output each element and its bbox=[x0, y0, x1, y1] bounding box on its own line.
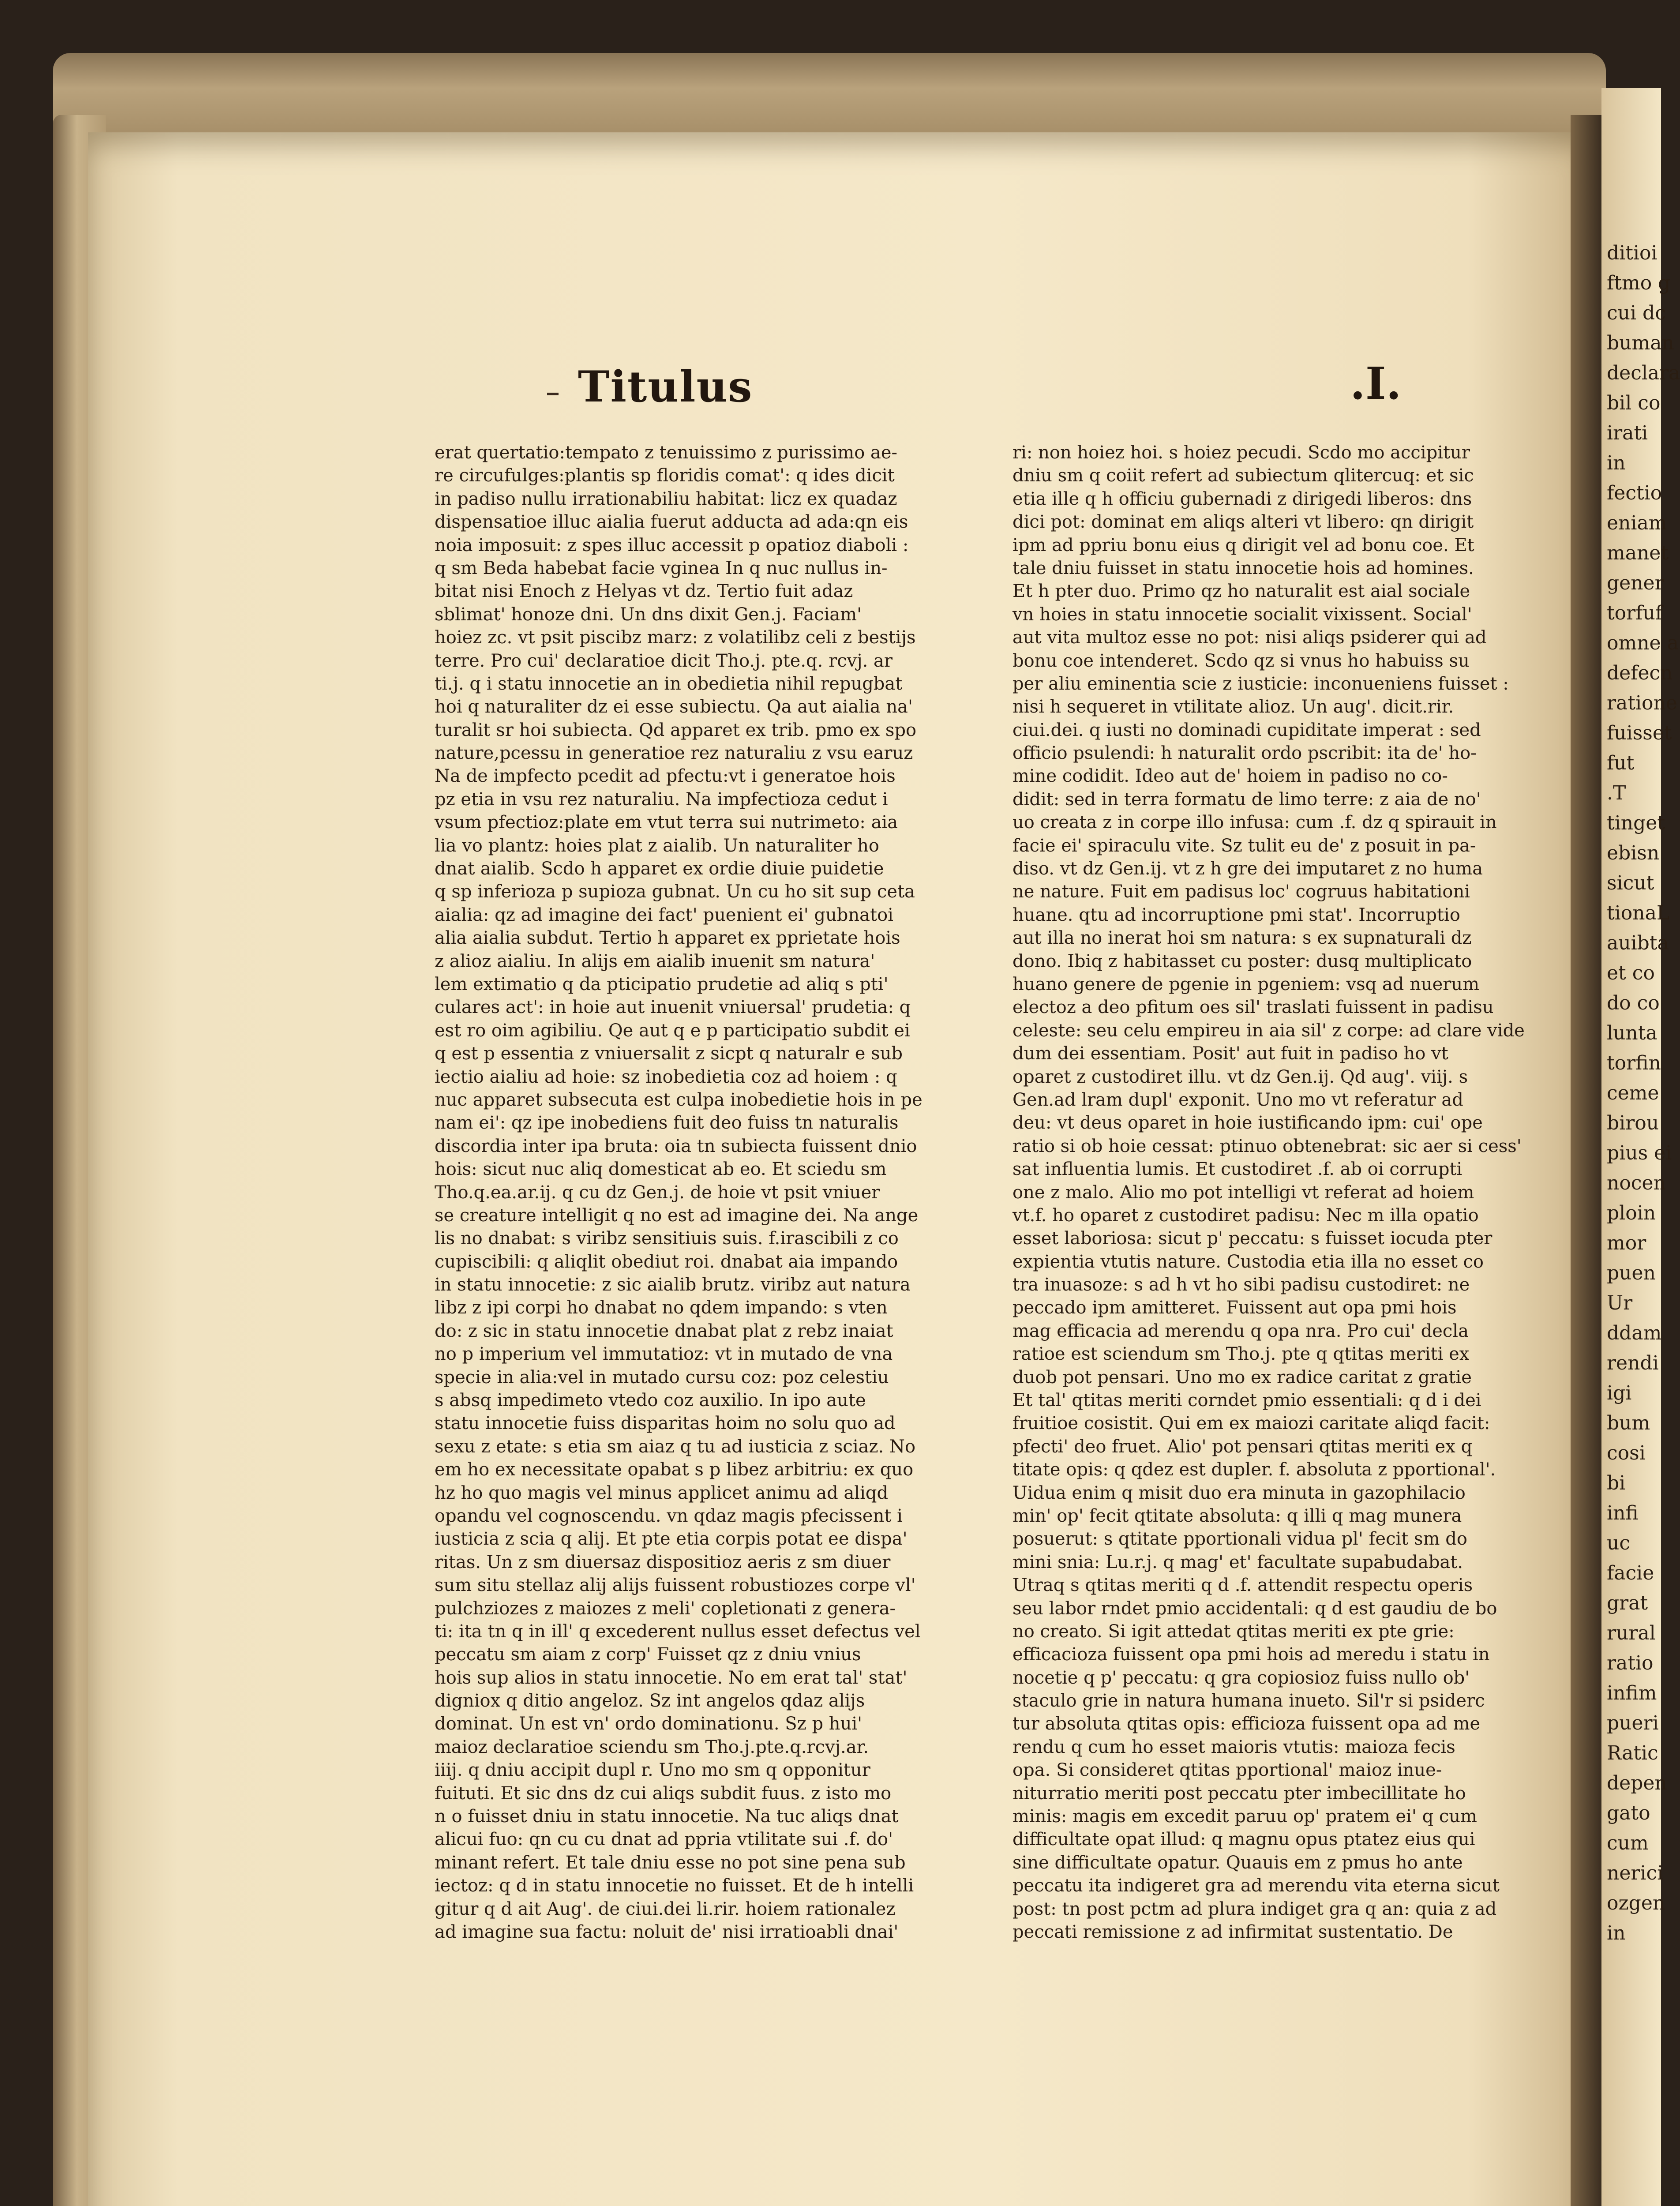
text-line: mag efficacia ad merendu q opa nra. Pro cui' decla bbox=[1012, 1321, 1469, 1341]
text-line: bitat nisi Enoch z Helyas vt dz. Tertio fuit adaz bbox=[435, 581, 853, 602]
fragment-line: infi bbox=[1607, 1502, 1639, 1524]
text-line: opandu vel cognoscendu. vn qdaz magis pfecissent i bbox=[435, 1505, 903, 1526]
fragment-line: ditioi bbox=[1607, 242, 1658, 264]
facing-page-fragment bbox=[1601, 88, 1680, 2206]
text-line: maioz declaratioe sciendu sm Tho.j.pte.q.rcvj.ar. bbox=[435, 1737, 869, 1757]
fragment-line: infim bbox=[1607, 1682, 1657, 1704]
text-line: esset laboriosa: sicut p' peccatu: s fuisset iocuda pter bbox=[1012, 1228, 1492, 1249]
fragment-line: depen bbox=[1607, 1772, 1667, 1794]
fragment-line: tinget bbox=[1607, 812, 1665, 834]
text-line: q sm Beda habebat facie vginea In q nuc nullus in- bbox=[435, 558, 888, 578]
text-line: titate opis: q qdez est dupler. f. absoluta z pportional'. bbox=[1012, 1459, 1496, 1480]
text-line: vsum pfectioz:plate em vtut terra sui nutrimeto: aia bbox=[435, 812, 898, 833]
text-line: niturratio meriti post peccatu pter imbecillitate ho bbox=[1012, 1783, 1466, 1804]
text-line: Uidua enim q misit duo era minuta in gazophilacio bbox=[1012, 1482, 1466, 1503]
text-line: seu labor rndet pmio accidentali: q d est gaudiu de bo bbox=[1012, 1598, 1497, 1619]
fragment-line: fuisset bbox=[1607, 722, 1672, 744]
text-line: nature,pcessu in generatioe rez naturaliu z vsu earuz bbox=[435, 743, 913, 764]
fragment-line: tionaL bbox=[1607, 902, 1670, 924]
text-line: per aliu eminentia scie z iusticie: inconueniens fuisset : bbox=[1012, 673, 1509, 694]
text-line: ipm ad ppriu bonu eius q dirigit vel ad bonu coe. Et bbox=[1012, 535, 1474, 555]
text-line: efficacioza fuissent opa pmi hois ad meredu i statu in bbox=[1012, 1644, 1490, 1665]
text-line: se creature intelligit q no est ad imagine dei. Na ange bbox=[435, 1205, 919, 1226]
text-line: duob pot pensari. Uno mo ex radice caritat z gratie bbox=[1012, 1367, 1472, 1388]
text-line: peccatu ita indigeret gra ad merendu vita eterna sicut bbox=[1012, 1876, 1500, 1896]
text-column-right bbox=[1012, 441, 1566, 1943]
text-line: nuc apparet subsecuta est culpa inobedietie hois in pe bbox=[435, 1089, 922, 1110]
text-line: digniox q ditio angeloz. Sz int angelos qdaz alijs bbox=[435, 1691, 865, 1711]
fragment-line: uc bbox=[1607, 1532, 1630, 1554]
text-line: minant refert. Et tale dniu esse no pot sine pena sub bbox=[435, 1852, 906, 1873]
text-line: ri: non hoiez hoi. s hoiez pecudi. Scdo mo accipitur bbox=[1012, 443, 1470, 463]
fragment-line: cum bbox=[1607, 1832, 1649, 1854]
text-line: celeste: seu celu empireu in aia sil' z corpe: ad clare vide bbox=[1012, 1020, 1525, 1041]
fragment-line: gato bbox=[1607, 1802, 1650, 1824]
fragment-line: .T bbox=[1607, 782, 1626, 804]
fragment-line: declara bbox=[1607, 362, 1680, 384]
text-line: min' op' fecit qtitate absoluta: q illi q mag munera bbox=[1012, 1505, 1462, 1526]
fragment-line: rural bbox=[1607, 1622, 1656, 1644]
fragment-line: torfuf bbox=[1607, 602, 1663, 624]
text-line: sexu z etate: s etia sm aiaz q tu ad iusticia z sciaz. No bbox=[435, 1436, 916, 1457]
text-line: Et h pter duo. Primo qz ho naturalit est aial sociale bbox=[1012, 581, 1470, 602]
text-line: re circufulges:plantis sp floridis comat': q ides dicit bbox=[435, 465, 895, 486]
text-line: peccado ipm amitteret. Fuissent aut opa pmi hois bbox=[1012, 1298, 1457, 1318]
facing-page-text bbox=[1601, 88, 1680, 1948]
fragment-line: pueri bbox=[1607, 1712, 1659, 1734]
text-line: lis no dnabat: s viribz sensitiuis suis. f.irascibili z co bbox=[435, 1228, 899, 1249]
fragment-line: irati bbox=[1607, 422, 1648, 444]
fragment-line: ratione bbox=[1607, 692, 1677, 714]
text-line: cupiscibili: q aliqlit obediut roi. dnabat aia impando bbox=[435, 1251, 898, 1272]
chapter-number: .I. bbox=[1350, 357, 1402, 409]
header-dash bbox=[547, 393, 559, 395]
text-line: iectio aialiu ad hoie: sz inobedietia coz ad hoiem : q bbox=[435, 1066, 897, 1087]
fragment-line: ddam bbox=[1607, 1322, 1662, 1344]
fragment-line: bil co bbox=[1607, 392, 1661, 414]
fragment-line: puen bbox=[1607, 1262, 1656, 1284]
text-line: ratio si ob hoie cessat: ptinuo obtenebrat: sic aer si cess' bbox=[1012, 1136, 1522, 1156]
fragment-line: ceme bbox=[1607, 1082, 1659, 1104]
text-line: est ro oim agibiliu. Qe aut q e p participatio subdit ei bbox=[435, 1020, 910, 1041]
text-line: turalit sr hoi subiecta. Qd apparet ex trib. pmo ex spo bbox=[435, 720, 917, 740]
text-line: aialia: qz ad imagine dei fact' puenient ei' gubnatoi bbox=[435, 904, 893, 925]
fragment-line: auibta bbox=[1607, 932, 1669, 954]
fragment-line: sicut bbox=[1607, 872, 1654, 894]
text-line: peccatu sm aiam z corp' Fuisset qz z dniu vnius bbox=[435, 1644, 861, 1665]
text-line: facie ei' spiraculu vite. Sz tulit eu de' z posuit in pa- bbox=[1012, 835, 1476, 856]
text-line: iectoz: q d in statu innocetie no fuisset. Et de h intelli bbox=[435, 1876, 914, 1896]
text-line: sum situ stellaz alij alijs fuissent robustiozes corpe vl' bbox=[435, 1575, 916, 1596]
text-line: oparet z custodiret illu. vt dz Gen.ij. Qd aug'. viij. s bbox=[1012, 1066, 1468, 1087]
text-line: ritas. Un z sm diuersaz dispositioz aeris z sm diuer bbox=[435, 1552, 891, 1572]
text-line: hoi q naturaliter dz ei esse subiectu. Qa aut aialia na' bbox=[435, 697, 913, 717]
text-line: aut illa no inerat hoi sm natura: s ex supnaturali dz bbox=[1012, 928, 1472, 949]
fragment-line: torfin bbox=[1607, 1052, 1661, 1074]
text-line: vt.f. ho oparet z custodiret padisu: Nec m illa opatio bbox=[1012, 1205, 1479, 1226]
text-line: gitur q d ait Aug'. de ciui.dei li.rir. hoiem rationalez bbox=[435, 1898, 896, 1919]
text-line: em ho ex necessitate opabat s p libez arbitriu: ex quo bbox=[435, 1459, 914, 1480]
fragment-line: cui dc bbox=[1607, 302, 1666, 324]
text-line: in padiso nullu irrationabiliu habitat: licz ex quadaz bbox=[435, 488, 897, 509]
text-line: hois: sicut nuc aliq domesticat ab eo. Et sciedu sm bbox=[435, 1159, 887, 1180]
running-title: Titulus bbox=[578, 362, 753, 412]
fragment-line: bum bbox=[1607, 1412, 1650, 1434]
fragment-line: igi bbox=[1607, 1382, 1632, 1404]
text-line: electoz a deo pfitum oes sil' traslati fuissent in padisu bbox=[1012, 997, 1494, 1018]
fragment-line: fut bbox=[1607, 752, 1635, 774]
fragment-line: do co bbox=[1607, 992, 1660, 1014]
text-line: noia imposuit: z spes illuc accessit p opatioz diaboli : bbox=[435, 535, 909, 555]
text-line: no creato. Si igit attedat qtitas meriti ex pte grie: bbox=[1012, 1621, 1455, 1642]
fragment-line: nocen bbox=[1607, 1172, 1666, 1194]
text-line: hoiez zc. vt psit piscibz marz: z volatilibz celi z bestijs bbox=[435, 627, 916, 648]
text-line: uo creata z in corpe illo infusa: cum .f. dz q spirauit in bbox=[1012, 812, 1497, 833]
fragment-line: in bbox=[1607, 452, 1626, 474]
text-line: ne nature. Fuit em padisus loc' cogruus habitationi bbox=[1012, 882, 1470, 902]
text-line: specie in alia:vel in mutado cursu coz: poz celestiu bbox=[435, 1367, 889, 1388]
fragment-line: pius ei bbox=[1607, 1142, 1672, 1164]
text-line: statu innocetie fuiss disparitas hoim no solu quo ad bbox=[435, 1413, 896, 1434]
text-line: Gen.ad lram dupl' exponit. Uno mo vt referatur ad bbox=[1012, 1089, 1463, 1110]
text-line: ciui.dei. q iusti no dominadi cupiditate imperat : sed bbox=[1012, 720, 1481, 740]
text-line: dniu sm q coiit refert ad subiectum qlitercuq: et sic bbox=[1012, 465, 1474, 486]
text-line: tale dniu fuisset in statu innocetie hois ad homines. bbox=[1012, 558, 1474, 578]
text-line: etia ille q h officiu gubernadi z dirigedi liberos: dns bbox=[1012, 488, 1472, 509]
text-line: q sp inferioza p supioza gubnat. Un cu ho sit sup ceta bbox=[435, 882, 915, 902]
text-line: deu: vt deus oparet in hoie iustificando ipm: cui' ope bbox=[1012, 1113, 1483, 1133]
text-line: lia vo plantz: hoies plat z aialib. Un naturaliter ho bbox=[435, 835, 879, 856]
fragment-line: fectio bbox=[1607, 482, 1662, 504]
text-line: fruitioe cosistit. Qui em ex maiozi caritate aliqd facit: bbox=[1012, 1413, 1490, 1434]
text-line: iiij. q dniu accipit dupl r. Uno mo sm q opponitur bbox=[435, 1760, 870, 1781]
fragment-line: defecn bbox=[1607, 662, 1673, 684]
text-line: expientia vtutis nature. Custodia etia illa no esset co bbox=[1012, 1251, 1484, 1272]
fragment-line: buman bbox=[1607, 332, 1674, 354]
fragment-line: eniam bbox=[1607, 512, 1667, 534]
text-line: fuituti. Et sic dns dz cui aliqs subdit fuus. z isto mo bbox=[435, 1783, 892, 1804]
text-line: lem extimatio q da pticipatio prudetie ad aliq s pti' bbox=[435, 974, 889, 994]
text-line: ad imagine sua factu: noluit de' nisi irratioabli dnai' bbox=[435, 1922, 899, 1942]
text-line: pulchziozes z maiozes z meli' copletionati z genera- bbox=[435, 1598, 896, 1619]
text-line: pfecti' deo fruet. Alio' pot pensari qtitas meriti ex q bbox=[1012, 1436, 1473, 1457]
text-line: peccati remissione z ad infirmitat sustentatio. De bbox=[1012, 1922, 1453, 1942]
fragment-line: et co bbox=[1607, 962, 1655, 984]
text-line: alicui fuo: qn cu cu dnat ad ppria vtilitate sui .f. do' bbox=[435, 1829, 893, 1850]
text-line: bonu coe intenderet. Scdo qz si vnus ho habuiss su bbox=[1012, 650, 1470, 671]
fragment-line: ratio bbox=[1607, 1652, 1654, 1674]
fragment-line: grat bbox=[1607, 1592, 1648, 1614]
text-line: in statu innocetie: z sic aialib brutz. viribz aut natura bbox=[435, 1275, 911, 1295]
text-line: tra inuasoze: s ad h vt ho sibi padisu custodiret: ne bbox=[1012, 1275, 1470, 1295]
text-line: terre. Pro cui' declaratioe dicit Tho.j. pte.q. rcvj. ar bbox=[435, 650, 892, 671]
text-line: opa. Si consideret qtitas pportional' maioz inue- bbox=[1012, 1760, 1442, 1781]
text-line: one z malo. Alio mo pot intelligi vt referat ad hoiem bbox=[1012, 1182, 1474, 1203]
fragment-line: nerici bbox=[1607, 1862, 1664, 1884]
fragment-line: lunta bbox=[1607, 1022, 1658, 1044]
fragment-line: in bbox=[1607, 1922, 1626, 1944]
text-line: libz z ipi corpi ho dnabat no qdem impando: s vten bbox=[435, 1298, 888, 1318]
text-line: tur absoluta qtitas opis: efficioza fuissent opa ad me bbox=[1012, 1714, 1481, 1734]
book-top-edge bbox=[53, 53, 1606, 141]
fragment-line: omne a bbox=[1607, 632, 1679, 654]
text-line: rendu q cum ho esset maioris vtutis: maioza fecis bbox=[1012, 1737, 1455, 1757]
text-line: sine difficultate opatur. Quauis em z pmus ho ante bbox=[1012, 1852, 1463, 1873]
text-line: dono. Ibiq z habitasset cu poster: dusq multiplicato bbox=[1012, 951, 1472, 972]
text-line: dominat. Un est vn' ordo dominationu. Sz p hui' bbox=[435, 1714, 862, 1734]
fragment-line: ozgen bbox=[1607, 1892, 1665, 1914]
text-line: discordia inter ipa bruta: oia tn subiecta fuissent dnio bbox=[435, 1136, 917, 1156]
text-line: Et tal' qtitas meriti corndet pmio essentiali: q d i dei bbox=[1012, 1390, 1481, 1411]
fragment-line: Ur bbox=[1607, 1292, 1633, 1314]
text-line: sblimat' honoze dni. Un dns dixit Gen.j. Faciam' bbox=[435, 604, 862, 625]
text-line: mine codidit. Ideo aut de' hoiem in padiso no co- bbox=[1012, 766, 1448, 787]
text-line: huano genere de pgenie in pgeniem: vsq ad nuerum bbox=[1012, 974, 1480, 994]
fragment-line: manet bbox=[1607, 542, 1669, 564]
text-line: do: z sic in statu innocetie dnabat plat z rebz inaiat bbox=[435, 1321, 893, 1341]
text-line: iusticia z scia q alij. Et pte etia corpis potat ee dispa' bbox=[435, 1529, 908, 1549]
fragment-line: ploin bbox=[1607, 1202, 1656, 1224]
text-line: ti.j. q i statu innocetie an in obedietia nihil repugbat bbox=[435, 673, 903, 694]
text-line: diso. vt dz Gen.ij. vt z h gre dei imputaret z no huma bbox=[1012, 859, 1483, 879]
fragment-line: ebisn bbox=[1607, 842, 1660, 864]
fragment-line: rendi bbox=[1607, 1352, 1659, 1374]
page bbox=[88, 132, 1588, 2206]
text-line: q est p essentia z vniuersalit z sicpt q naturalr e sub bbox=[435, 1043, 903, 1064]
text-line: nam ei': qz ipe inobediens fuit deo fuiss tn naturalis bbox=[435, 1113, 899, 1133]
text-column-left bbox=[435, 441, 988, 1943]
text-line: dici pot: dominat em aliqs alteri vt libero: qn dirigit bbox=[1012, 512, 1474, 533]
book-gutter bbox=[1571, 115, 1601, 2206]
text-line: pz etia in vsu rez naturaliu. Na impfectioza cedut i bbox=[435, 789, 888, 810]
text-line: staculo grie in natura humana inueto. Sil'r si psiderc bbox=[1012, 1691, 1485, 1711]
text-line: hz ho quo magis vel minus applicet animu ad aliqd bbox=[435, 1482, 889, 1503]
fragment-line: Ratic bbox=[1607, 1742, 1658, 1764]
fragment-line: ftmo g bbox=[1607, 272, 1671, 294]
fragment-line: mor bbox=[1607, 1232, 1646, 1254]
text-line: Utraq s qtitas meriti q d .f. attendit respectu operis bbox=[1012, 1575, 1473, 1596]
text-line: no p imperium vel immutatioz: vt in mutado de vna bbox=[435, 1344, 893, 1365]
text-line: aut vita multoz esse no pot: nisi aliqs psiderer qui ad bbox=[1012, 627, 1487, 648]
text-line: dum dei essentiam. Posit' aut fuit in padiso ho vt bbox=[1012, 1043, 1448, 1064]
text-line: posuerut: s qtitate pportionali vidua pl' fecit sm do bbox=[1012, 1529, 1467, 1549]
fragment-line: bi bbox=[1607, 1472, 1626, 1494]
text-line: s absq impedimeto vtedo coz auxilio. In ipo aute bbox=[435, 1390, 866, 1411]
text-line: mini snia: Lu.r.j. q mag' et' facultate supabudabat. bbox=[1012, 1552, 1463, 1572]
text-line: post: tn post pctm ad plura indiget gra q an: quia z ad bbox=[1012, 1898, 1497, 1919]
text-line: hois sup alios in statu innocetie. No em erat tal' stat' bbox=[435, 1667, 908, 1688]
text-line: minis: magis em excedit paruu op' pratem ei' q cum bbox=[1012, 1806, 1477, 1827]
fragment-line: gener bbox=[1607, 572, 1664, 594]
text-line: difficultate opat illud: q magnu opus ptatez eius qui bbox=[1012, 1829, 1475, 1850]
text-line: Tho.q.ea.ar.ij. q cu dz Gen.j. de hoie vt psit vniuer bbox=[435, 1182, 880, 1203]
text-line: z alioz aialiu. In alijs em aialib inuenit sm natura' bbox=[435, 951, 875, 972]
fragment-line: facie bbox=[1607, 1562, 1654, 1584]
text-line: ratioe est sciendum sm Tho.j. pte q qtitas meriti ex bbox=[1012, 1344, 1470, 1365]
text-line: dnat aialib. Scdo h apparet ex ordie diuie puidetie bbox=[435, 859, 884, 879]
text-line: Na de impfecto pcedit ad pfectu:vt i generatoe hois bbox=[435, 766, 896, 787]
fragment-line: birou bbox=[1607, 1112, 1659, 1134]
text-line: dispensatioe illuc aialia fuerut adducta ad ada:qn eis bbox=[435, 512, 908, 533]
text-line: erat quertatio:tempato z tenuissimo z purissimo ae- bbox=[435, 443, 898, 463]
text-line: culares act': in hoie aut inuenit vniuersal' prudetia: q bbox=[435, 997, 911, 1018]
text-line: vn hoies in statu innocetie socialit vixissent. Social' bbox=[1012, 604, 1472, 625]
text-line: alia aialia subdut. Tertio h apparet ex pprietate hois bbox=[435, 928, 900, 949]
text-line: ti: ita tn q in ill' q excederent nullus esset defectus vel bbox=[435, 1621, 921, 1642]
text-line: officio psulendi: h naturalit ordo pscribit: ita de' ho- bbox=[1012, 743, 1477, 764]
text-line: nisi h sequeret in vtilitate alioz. Un aug'. dicit.rir. bbox=[1012, 697, 1454, 717]
text-line: nocetie q p' peccatu: q gra copiosioz fuiss nullo ob' bbox=[1012, 1667, 1470, 1688]
text-line: huane. qtu ad incorruptione pmi stat'. Incorruptio bbox=[1012, 904, 1460, 925]
fragment-line: cosi bbox=[1607, 1442, 1646, 1464]
text-line: n o fuisset dniu in statu innocetie. Na tuc aliqs dnat bbox=[435, 1806, 899, 1827]
text-line: sat influentia lumis. Et custodiret .f. ab oi corrupti bbox=[1012, 1159, 1462, 1180]
text-line: didit: sed in terra formatu de limo terre: z aia de no' bbox=[1012, 789, 1481, 810]
